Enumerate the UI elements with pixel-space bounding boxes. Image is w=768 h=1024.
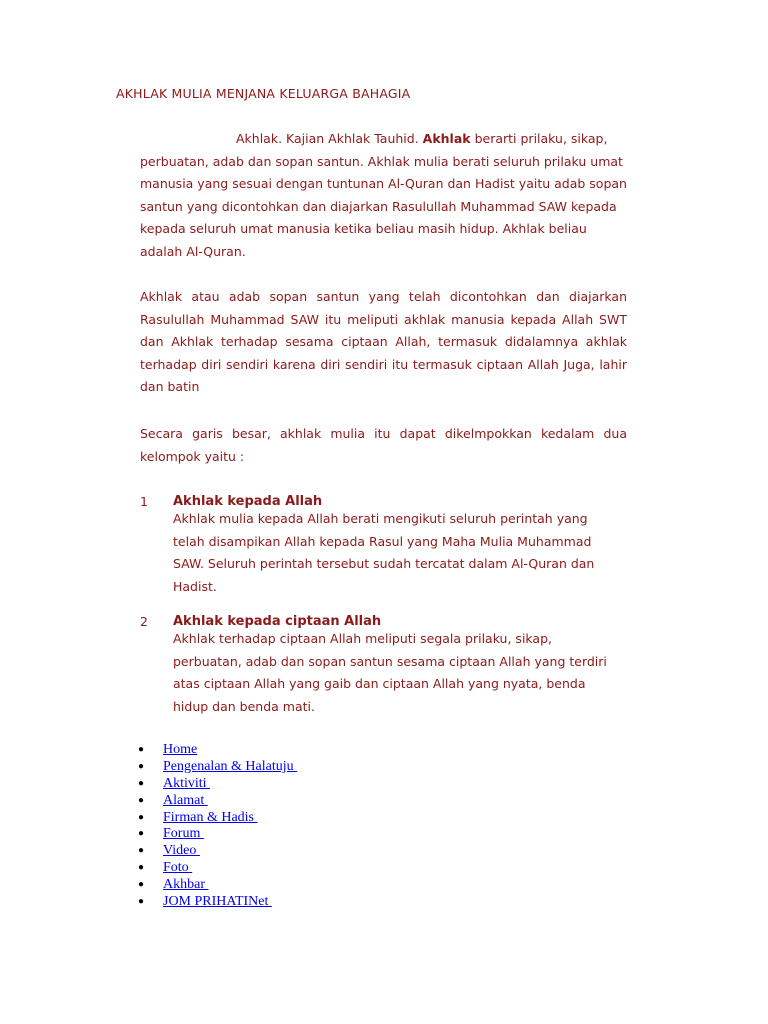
- nav-link-aktiviti[interactable]: Aktiviti: [163, 775, 211, 791]
- item-number: 1: [140, 494, 148, 509]
- nav-link-list: [110, 742, 297, 911]
- nav-item-firman: [110, 810, 297, 827]
- nav-link-akhbar[interactable]: Akhbar: [163, 877, 209, 893]
- item-number: 2: [140, 614, 148, 629]
- bullet-icon: ●: [138, 794, 145, 806]
- intro-lead: Akhlak. Kajian Akhlak Tauhid.: [236, 131, 419, 146]
- nav-item-alamat: [110, 793, 297, 810]
- paragraph-2: Akhlak atau adab sopan santun yang telah dicontohkan dan diajarkan Rasulullah Muhammad SAW itu meliputi akhlak manusia kepada Allah SWT dan Akhlak terhadap sesama ciptaan Allah, termasuk didalamnya akhlak terhadap diri sendiri karena diri sendiri itu termasuk ciptaan Allah Juga, lahir dan batin: [140, 289, 627, 395]
- nav-link-foto[interactable]: Foto: [163, 860, 193, 876]
- bullet-icon: ●: [138, 760, 145, 772]
- bullet-icon: ●: [138, 744, 145, 755]
- paragraph-3: Secara garis besar, akhlak mulia itu dapat dikelmpokkan kedalam dua kelompok yaitu :: [140, 426, 627, 464]
- nav-link-home[interactable]: Home: [163, 742, 198, 757]
- nav-item-foto: [110, 860, 297, 877]
- nav-item-jom-prihatinet: [110, 894, 297, 911]
- bullet-icon: ●: [138, 896, 145, 908]
- bullet-icon: ●: [138, 879, 145, 891]
- nav-item-akhbar: [110, 877, 297, 894]
- nav-item-pengenalan: [110, 759, 297, 776]
- nav-item-aktiviti: [110, 776, 297, 793]
- nav-link-jom-prihatinet[interactable]: JOM PRIHATINet: [163, 894, 272, 910]
- nav-link-firman-hadis[interactable]: Firman & Hadis: [163, 809, 258, 825]
- nav-item-video: [110, 843, 297, 860]
- bullet-icon: ●: [138, 862, 145, 874]
- item-heading: Akhlak kepada Allah: [173, 494, 323, 509]
- bullet-icon: ●: [138, 811, 145, 823]
- intro-paragraph: [140, 128, 627, 264]
- item-body: Akhlak mulia kepada Allah berati mengikuti seluruh perintah yang telah disampikan Allah kepada Rasul yang Maha Mulia Muhammad SAW. Seluruh perintah tersebut sudah tercatat dalam Al-Quran dan Hadist.: [173, 511, 595, 594]
- bullet-icon: ●: [138, 777, 145, 789]
- nav-link-video[interactable]: Video: [163, 843, 200, 859]
- item-body: Akhlak terhadap ciptaan Allah meliputi segala prilaku, sikap, perbuatan, adab dan sopan santun sesama ciptaan Allah yang terdiri atas ciptaan Allah yang gaib dan ciptaan Allah yang nyata, benda hidup dan benda mati.: [173, 631, 607, 714]
- page-title: AKHLAK MULIA MENJANA KELUARGA BAHAGIA: [116, 86, 411, 101]
- intro-rest: berarti prilaku, sikap, perbuatan, adab dan sopan santun. Akhlak mulia berati seluruh prilaku umat manusia yang sesuai dengan tuntunan Al-Quran dan Hadist yaitu adab sopan santun yang dicontohkan dan diajarkan Rasulullah Muhammad SAW kepada kepada seluruh umat manusia ketika beliau masih hidup. Akhlak beliau adalah Al-Quran.: [140, 131, 627, 259]
- nav-item-home: [110, 742, 297, 759]
- nav-link-alamat[interactable]: Alamat: [163, 792, 208, 808]
- item-heading: Akhlak kepada ciptaan Allah: [173, 614, 382, 629]
- bullet-icon: ●: [138, 845, 145, 857]
- intro-bold-term: Akhlak: [422, 131, 471, 146]
- nav-link-pengenalan[interactable]: Pengenalan & Halatuju: [163, 758, 298, 774]
- nav-item-forum: [110, 826, 297, 843]
- nav-link-forum[interactable]: Forum: [163, 826, 204, 842]
- bullet-icon: ●: [138, 828, 145, 840]
